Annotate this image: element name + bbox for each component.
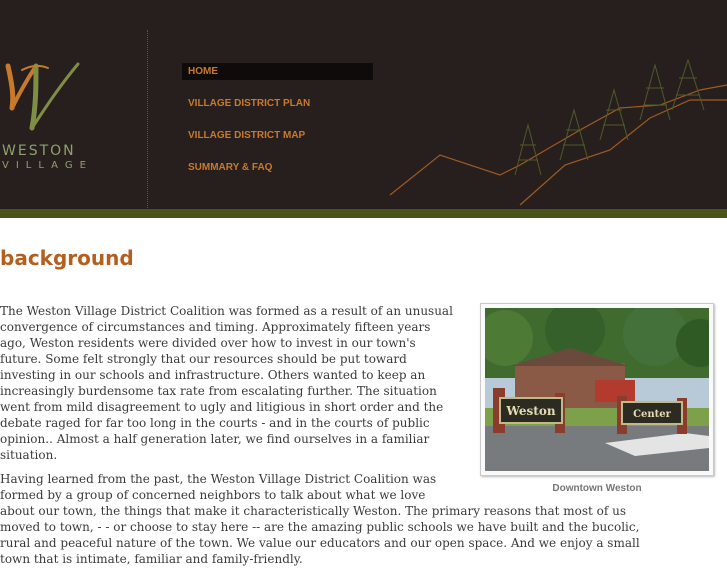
photo-figure (480, 303, 714, 497)
nav-item-summary-faq[interactable]: SUMMARY & FAQ (188, 162, 273, 173)
sign-text-center: Center (633, 409, 671, 420)
paragraph-2: Having learned from the past, the Weston Village District Coalition was formed by a group of concerned neighbors to talk about what we love about our town, the things that make it characteristically Weston. The primary reasons that most of us moved to town, - - or choose to stay here -- are the amazing public schools we have built and the bucolic, rural and peaceful nature of the town. We value our educators and our open space. And we enjoy a small town that is intimate, familiar and family-friendly. (0, 472, 640, 566)
main-content (0, 303, 671, 575)
logo-wordmark: WESTON (2, 143, 76, 159)
nav-item-village-district-plan[interactable]: VILLAGE DISTRICT PLAN (188, 98, 311, 109)
nav-item-home[interactable]: HOME (182, 63, 373, 80)
photo-frame (480, 303, 714, 476)
weston-village-logo-icon[interactable] (2, 56, 82, 136)
site-header (0, 0, 727, 209)
photo-caption: Downtown Weston (552, 483, 642, 494)
sign-text-weston: Weston (506, 404, 556, 418)
paragraph-1: The Weston Village District Coalition was formed as a result of an unusual convergence of circumstances and timing. Approximately fifteen years ago, Weston residents were divided over how to invest in our town's future. Some felt strongly that our resources should be put toward investing in our schools and infrastructure. Others wanted to keep an increasingly burdensome tax rate from escalating further. The situation went from mild disagreement to ugly and litigious in short order and the debate raged for far too long in the courts - and in the courts of public opinion.. Almost a half generation later, we find ourselves in a familiar situation. (0, 304, 453, 462)
header-divider (147, 30, 148, 209)
downtown-weston-photo (485, 308, 709, 471)
header-accent-bar (0, 209, 727, 218)
nav-item-village-district-map[interactable]: VILLAGE DISTRICT MAP (188, 130, 306, 141)
logo-subtitle: VILLAGE (2, 160, 93, 171)
main-navigation (182, 63, 373, 191)
page-title: background (0, 246, 134, 270)
